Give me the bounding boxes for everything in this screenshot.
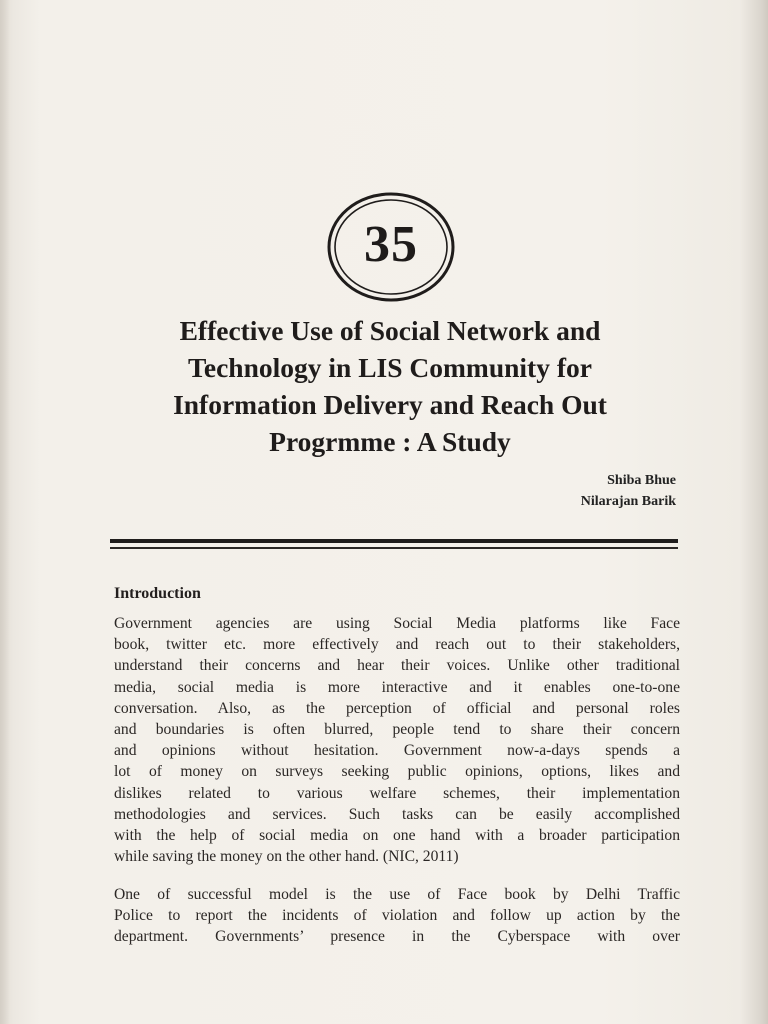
chapter-title-line: Effective Use of Social Network and [179,315,601,346]
paragraph-line: book, twitter etc. more effectively and reach out to their stakeholders, [114,636,680,654]
author-list [581,470,676,512]
paragraph-line: and boundaries is often blurred, people tend to share their concern [114,721,680,739]
paragraph-line: lot of money on surveys seeking public opinions, options, likes and [114,763,680,781]
paragraph-line: Police to report the incidents of violation and follow up action by the [114,907,680,925]
paragraph-line: dislikes related to various welfare schemes, their implementation [114,784,680,802]
body-paragraph [114,613,680,867]
paragraph-line: with the help of social media on one hand with a broader participation [114,827,680,845]
paragraph-line: One of successful model is the use of Face book by Delhi Traffic [114,886,680,903]
paragraph-line: media, social media is more interactive and it enables one-to-one [114,678,680,696]
paragraph-line: understand their concerns and hear their voices. Unlike other traditional [114,657,680,675]
paragraph-line: while saving the money on the other hand. (NIC, 2011) [114,848,459,866]
section-heading: Introduction [114,585,201,602]
author-name: Shiba Bhue [607,473,676,488]
paragraph-line: and opinions without hesitation. Government now-a-days spends a [114,742,680,760]
title-divider-thin [110,547,678,549]
chapter-title [100,312,680,460]
chapter-number-badge [326,191,456,303]
paragraph-line: department. Governments’ presence in the Cyberspace with over [114,928,680,946]
paragraph-line: conversation. Also, as the perception of official and personal roles [114,699,680,717]
chapter-number: 35 [364,216,418,273]
paragraph-line: Government agencies are using Social Media platforms like Face [114,615,680,632]
chapter-title-line: Progrmme : A Study [269,426,511,457]
paragraph-line: methodologies and services. Such tasks can be easily accomplished [114,805,680,823]
author-name: Nilarajan Barik [580,494,676,509]
title-divider-thick [110,539,678,543]
chapter-title-line: Technology in LIS Community for [188,352,592,383]
chapter-title-line: Information Delivery and Reach Out [173,389,607,420]
body-paragraph [114,884,680,948]
